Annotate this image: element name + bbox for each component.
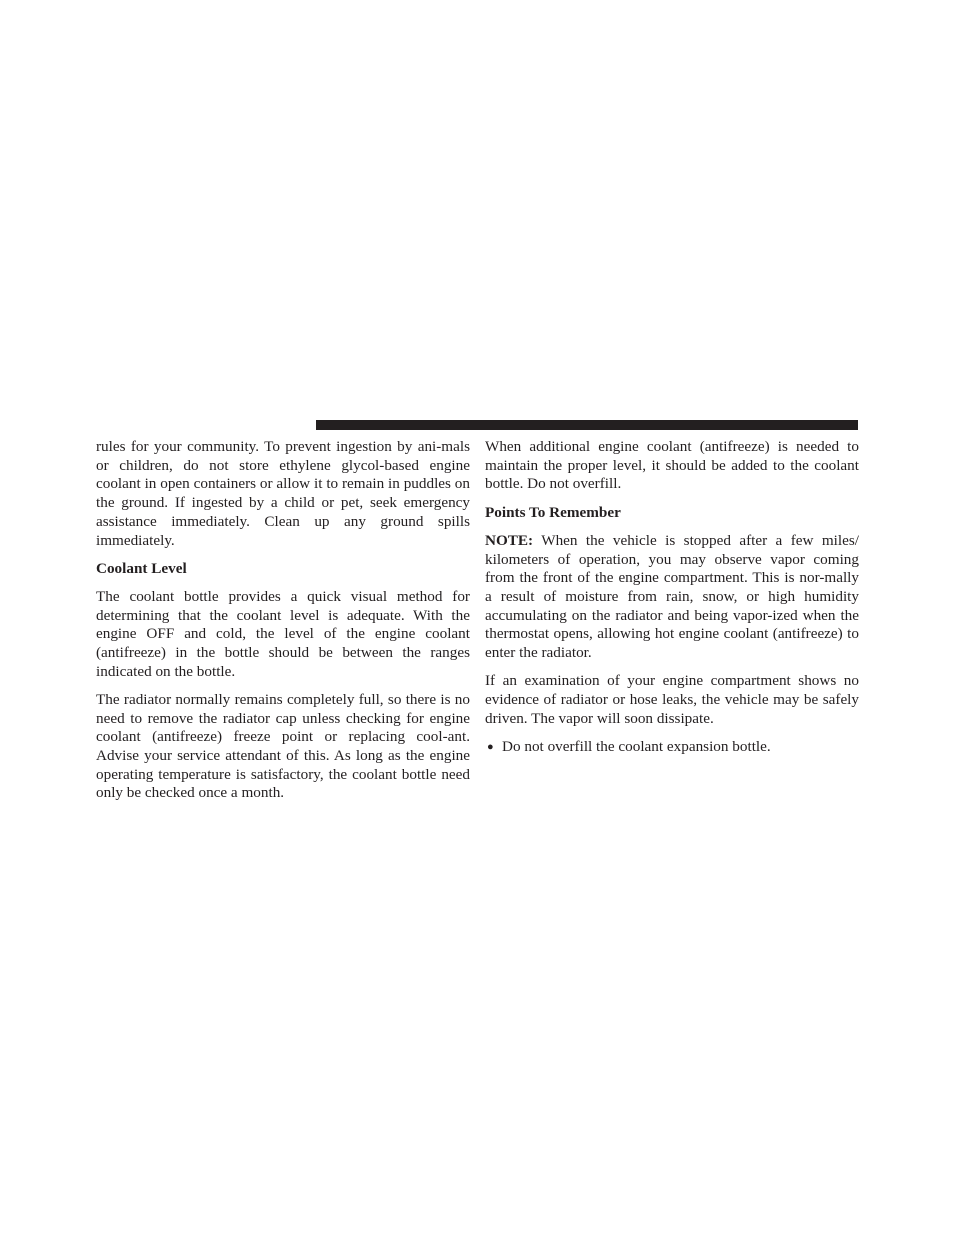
radiator-paragraph: The radiator normally remains completely full, so there is no need to remove the radiator cap unless checking for engine coolant (antifreeze) freeze point or replacing cool-ant. Advise your service attendant of this. As long as the engine operating temperature is satisfactory, the coolant bottle need only be checked once a month. <box>96 690 470 802</box>
bullet-text: Do not overfill the coolant expansion bottle. <box>502 737 771 755</box>
coolant-level-heading: Coolant Level <box>96 559 187 577</box>
coolant-level-paragraph: The coolant bottle provides a quick visual method for determining that the coolant level is adequate. With the engine OFF and cold, the level of the engine coolant (antifreeze) in the bottle should be between the ranges indicated on the bottle. <box>96 587 470 680</box>
note-text: When the vehicle is stopped after a few miles/ kilometers of operation, you may observe vapor coming from the front of the engine compartment. This is nor-mally a result of moisture from rain, snow, or high humidity accumulating on the radiator and being vapor-ized when the thermostat opens, allowing hot engine coolant (antifreeze) to enter the radiator. <box>485 531 859 662</box>
note-paragraph <box>485 532 859 663</box>
right-column <box>485 438 859 757</box>
section-header-rule <box>316 420 858 430</box>
points-to-remember-heading: Points To Remember <box>485 503 621 521</box>
examination-paragraph: If an examination of your engine compartment shows no evidence of radiator or hose leaks, the vehicle may be safely driven. The vapor will soon dissipate. <box>485 672 859 727</box>
left-column <box>96 438 470 813</box>
intro-paragraph: rules for your community. To prevent ingestion by ani-mals or children, do not store ethylene glycol-based engine coolant in open containers or allow it to remain in puddles on the ground. If ingested by a child or pet, seek emergency assistance immediately. Clean up any ground spills immediately. <box>96 438 470 549</box>
additional-coolant-paragraph: When additional engine coolant (antifreeze) is needed to maintain the proper level, it should be added to the coolant bottle. Do not overfill. <box>485 438 859 493</box>
list-item <box>485 738 859 757</box>
bullet-icon: ● <box>487 740 494 753</box>
bullet-list <box>485 738 859 757</box>
note-label: NOTE: <box>485 531 534 549</box>
